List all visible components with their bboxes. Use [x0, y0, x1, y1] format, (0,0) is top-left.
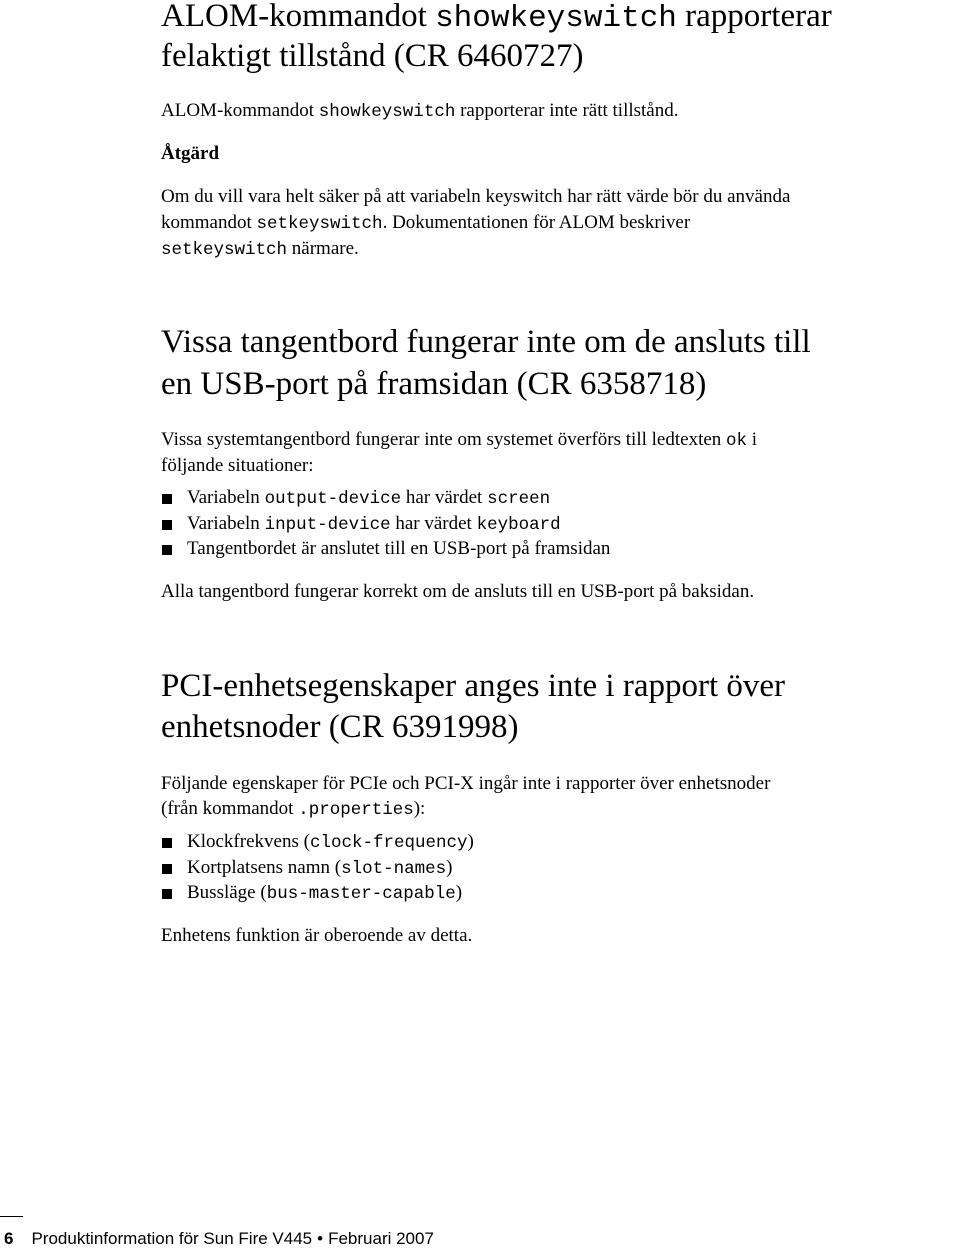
para-text: (från kommandot: [161, 798, 299, 819]
para-text: i: [747, 429, 758, 450]
footer-date: Februari 2007: [328, 1229, 434, 1248]
item-text: Variabeln: [187, 487, 265, 508]
para-text: närmare.: [287, 238, 359, 259]
item-text: har värdet: [390, 512, 477, 534]
keyboard-conditions-list: [161, 485, 610, 562]
section-heading-alom-line2: felaktigt tillstånd (CR 6460727): [161, 38, 584, 74]
para-text: . Dokumentationen för ALOM beskriver: [382, 212, 691, 233]
inline-code: .properties: [298, 800, 414, 820]
item-text: ): [446, 856, 453, 878]
keyboard-intro-line2: följande situationer:: [161, 455, 314, 476]
section-heading-keyboard: Vissa tangentbord fungerar inte om de ansluts till: [161, 324, 811, 360]
footer-rule: [0, 1216, 23, 1217]
footer-doc-title: Produktinformation för Sun Fire V445: [31, 1229, 313, 1248]
item-text: ): [467, 831, 474, 852]
item-text: Bussläge (: [187, 882, 267, 903]
bullet-square-icon: [162, 494, 172, 504]
page-footer: [4, 1228, 434, 1250]
inline-code: keyboard: [476, 514, 561, 535]
inline-code: bus-master-capable: [266, 884, 456, 904]
item-text: Tangentbordet är anslutet till en USB-port på framsidan: [187, 538, 611, 559]
list-item: [161, 829, 474, 855]
para-text: Vissa systemtangentbord fungerar inte om systemet överförs till ledtexten: [161, 429, 727, 450]
para-text: kommandot: [161, 212, 257, 233]
list-item: [161, 855, 474, 881]
item-text: Klockfrekvens (: [187, 831, 310, 852]
page-number: 6: [4, 1229, 14, 1248]
bullet-square-icon: [162, 889, 172, 899]
inline-code: showkeyswitch: [318, 102, 456, 122]
action-text-line1: Om du vill vara helt säker på att variabeln keyswitch har rätt värde bör du använda: [161, 186, 791, 207]
bullet-square-icon: [162, 545, 172, 555]
inline-code: screen: [487, 489, 551, 509]
list-item: [161, 511, 610, 537]
para-text: ):: [413, 798, 426, 819]
pci-intro-line2: [161, 795, 960, 824]
section-heading-pci: PCI-enhetsegenskaper anges inte i rapport över: [161, 668, 786, 704]
section-heading-keyboard-line2: en USB-port på framsidan (CR 6358718): [161, 366, 707, 402]
bullet-square-icon: [162, 520, 172, 530]
list-item: [161, 485, 610, 511]
inline-code: output-device: [264, 489, 402, 509]
alom-description: [161, 97, 960, 126]
list-item: [161, 536, 610, 562]
para-text: rapporterar inte rätt tillstånd.: [455, 100, 679, 121]
keyboard-closing: Alla tangentbord fungerar korrekt om de ansluts till en USB-port på baksidan.: [161, 581, 755, 602]
item-text: ): [455, 882, 463, 903]
heading-text: rapporterar: [676, 0, 832, 34]
keyboard-intro-line1: [161, 426, 960, 455]
pci-closing: Enhetens funktion är oberoende av detta.: [161, 925, 473, 946]
inline-code: setkeyswitch: [256, 214, 383, 234]
heading-text: ALOM-kommandot: [161, 0, 436, 34]
pci-intro-line1: Följande egenskaper för PCIe och PCI-X ingår inte i rapporter över enhetsnoder: [161, 773, 771, 794]
action-text-line3: [161, 235, 960, 264]
bullet-square-icon: [162, 838, 172, 848]
action-text-line2: [161, 209, 960, 238]
inline-code: clock-frequency: [309, 833, 468, 853]
item-text: Kortplatsens namn (: [187, 856, 342, 878]
inline-code: input-device: [264, 514, 391, 535]
para-text: ALOM-kommandot: [161, 100, 319, 121]
list-item: [161, 880, 474, 906]
item-text: har värdet: [401, 487, 488, 508]
pci-properties-list: [161, 829, 474, 906]
action-label: Åtgärd: [161, 143, 220, 164]
bullet-square-icon: [162, 864, 172, 874]
section-heading-alom: [161, 0, 832, 39]
inline-code: slot-names: [341, 858, 447, 879]
item-text: Variabeln: [187, 512, 265, 534]
section-heading-pci-line2: enhetsnoder (CR 6391998): [161, 709, 519, 745]
inline-code: ok: [726, 431, 748, 451]
heading-code: showkeyswitch: [435, 1, 677, 36]
inline-code: setkeyswitch: [161, 240, 288, 260]
footer-separator: •: [317, 1229, 324, 1248]
